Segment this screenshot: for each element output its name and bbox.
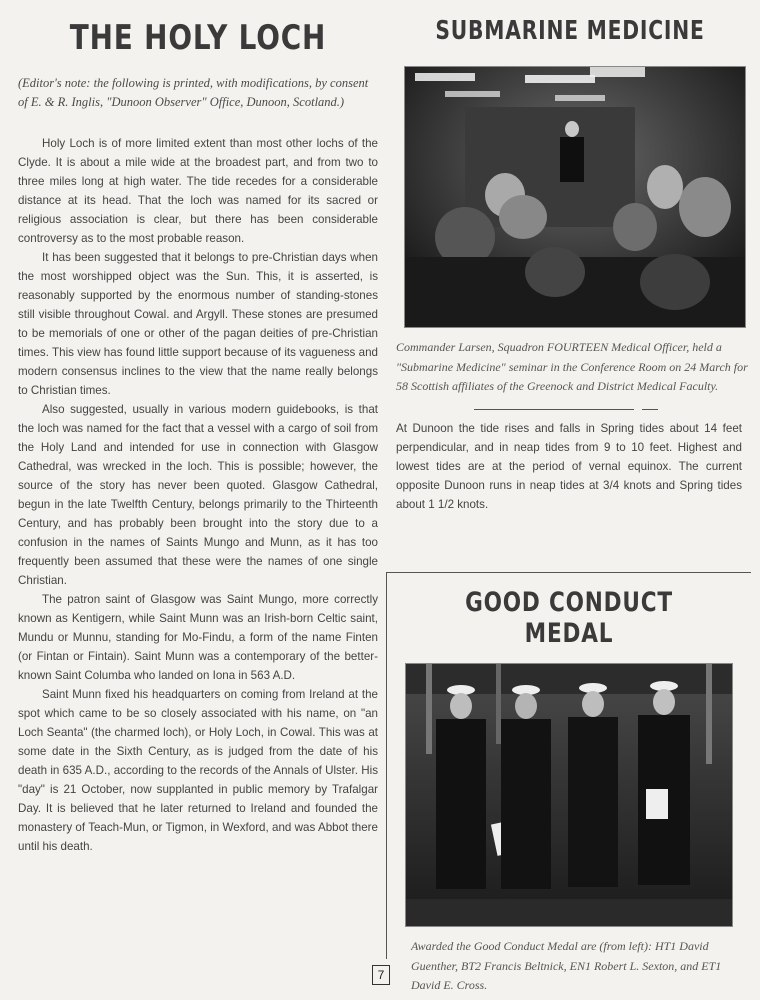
- good-conduct-medal-box: [386, 572, 751, 992]
- holy-loch-article-column: [18, 14, 378, 856]
- divider-line: [474, 409, 634, 410]
- paragraph: It has been suggested that it belongs to pre-Christian days when the most worshipped object was the Sun. This, it is asserted, is reasonably supported by the enormous number of standing-stones still visible throughout Cowal. and Argyll. These stones are presumed to be memorials of one or other of the pagan deities of pre-Christian times. This view has found little support because of its vagueness and modern consensus inclines to the view that the name really belongs to Christian times.: [18, 251, 378, 397]
- holy-loch-body: [18, 134, 378, 856]
- medal-photo: [405, 663, 733, 927]
- paragraph: The patron saint of Glasgow was Saint Mungo, more correctly known as Kentigern, while Saint Munn was an Irish-born Celtic saint, Mundu or Munnu, standing for Mo-Findu, a form of the name Finten (or Fintan or Fintain). Saint Munn was a contemporary of the better-known Saint Columba who landed on Iona in 563 A.D.: [18, 593, 378, 682]
- seminar-photo-image: [405, 67, 745, 327]
- paragraph: Also suggested, usually in various modern guidebooks, is that the loch was named for the fact that a vessel with a cargo of soil from the Holy Land and intended for use in connection with Glasgow Cathedral, was wrecked in the loch. This is possible; however, the source of the story has never been quoted. Glasgow Cathedral, begun in the late Twelfth Century, belongs primarily to the Thirteenth Century, and has probably been brought into the story due to a confusion in the names of Saints Mungo and Munn, as it has too frequently been assumed that these were the names of one single Christian.: [18, 403, 378, 587]
- submarine-medicine-headline: SUBMARINE MEDICINE: [435, 16, 705, 46]
- medal-photo-image: [406, 664, 732, 926]
- seminar-photo-caption: Commander Larsen, Squadron FOURTEEN Medical Officer, held a "Submarine Medicine" seminar in the Conference Room on 24 March for 58 Scottish affiliates of the Greenock and District Medical Faculty.: [396, 340, 748, 393]
- divider-line-short: [642, 409, 658, 410]
- editor-note: (Editor's note: the following is printed, with modifications, by consent of E. & R. Inglis, "Dunoon Observer" Office, Dunoon, Scotland.): [18, 76, 369, 109]
- tide-note: [392, 419, 748, 514]
- paragraph: Holy Loch is of more limited extent than most other lochs of the Clyde. It is about a mile wide at the broadest part, and from two to three miles long at high water. The tide recedes for a considerable distance at its head. That the loch was named for its sacred or religious association is clear, but there has been considerable controversy as to the most probable reason.: [18, 137, 378, 245]
- holy-loch-headline: THE HOLY LOCH: [69, 18, 327, 58]
- page-number: 7: [372, 965, 390, 985]
- good-conduct-medal-headline: GOOD CONDUCT MEDAL: [465, 587, 673, 649]
- paragraph: Saint Munn fixed his headquarters on coming from Ireland at the spot which came to be so closely associated with his name, on "an Loch Seanta" (the charmed loch), or Holy Loch, in Cowal. This was at some date in the Sixth Century, as is judged from the date of his death in 635 A.D., according to the records of the Annals of Ulster. His "day" is 21 October, now supplanted in public memory by Trafalgar Day. It is believed that he later returned to Ireland and founded the monastery of Teach-Mun, or Tigmon, in Wexford, and was Abbot there until his death.: [18, 688, 378, 853]
- seminar-photo: [404, 66, 746, 328]
- section-divider: [392, 397, 748, 419]
- submarine-medicine-column: [392, 14, 748, 514]
- medal-photo-caption: Awarded the Good Conduct Medal are (from left): HT1 David Guenther, BT2 Francis Beltnick, EN1 Robert L. Sexton, and ET1 David E. Cross.: [411, 939, 722, 992]
- tide-text: At Dunoon the tide rises and falls in Spring tides about 14 feet perpendicular, and in neap tides from 9 to 10 feet. Highest and lowest tides are at the period of vernal equinox. The current opposite Dunoon runs in neap tides at 3/4 knots and Spring tides about 1 1/2 knots.: [396, 421, 742, 511]
